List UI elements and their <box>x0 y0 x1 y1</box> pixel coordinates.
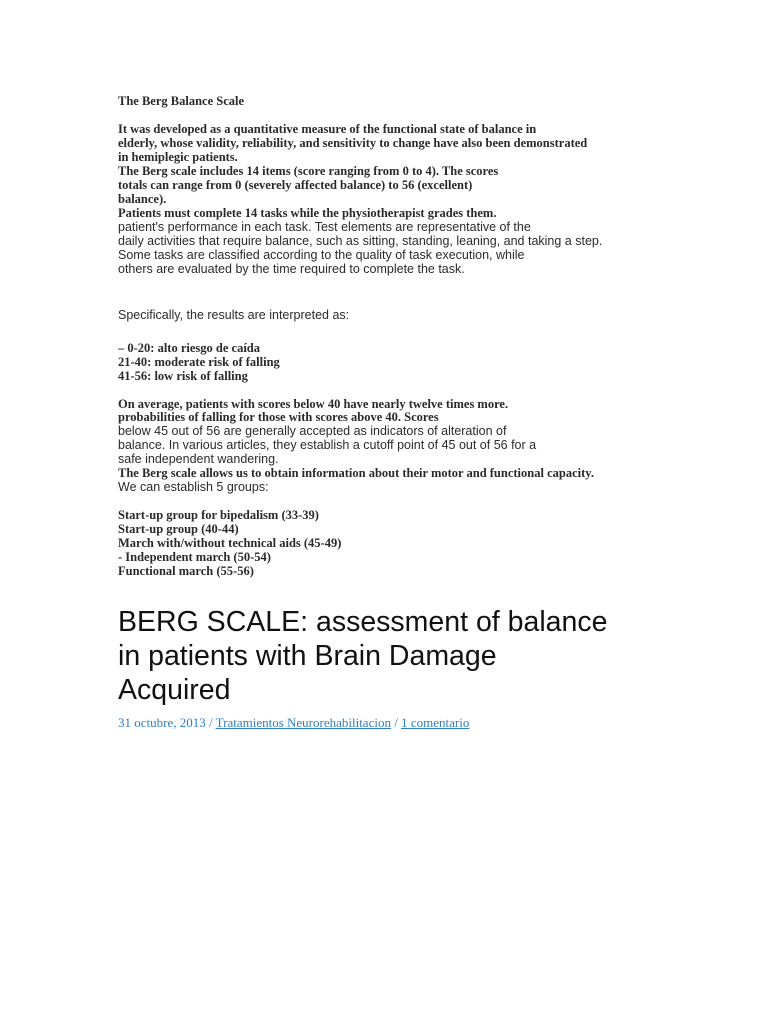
document-title: The Berg Balance Scale <box>118 94 245 108</box>
article-heading-line-3: Acquired <box>118 674 231 706</box>
motor-line: The Berg scale allows us to obtain information about their motor and functional capacity. <box>118 466 594 480</box>
post-date: 31 octubre, 2013 <box>118 715 206 730</box>
category-link[interactable]: Tratamientos Neurorehabilitacion <box>215 715 391 730</box>
group-item-4: - Independent march (50-54) <box>118 550 271 564</box>
intro-line-4: The Berg scale includes 14 items (score ranging from 0 to 4). The scores <box>118 164 499 178</box>
intro-sans-line-4: others are evaluated by the time required to complete the task. <box>118 262 465 276</box>
groups-intro: We can establish 5 groups: <box>118 480 269 494</box>
average-sans-line-2: balance. In various articles, they establish a cutoff point of 45 out of 56 for a <box>118 438 537 452</box>
risk-item-2: 21-40: moderate risk of falling <box>118 355 280 369</box>
intro-sans-line-3: Some tasks are classified according to the quality of task execution, while <box>118 248 525 262</box>
meta-separator-1: / <box>208 715 213 730</box>
intro-sans-line-2: daily activities that require balance, such as sitting, standing, leaning, and taking a step. <box>118 234 603 248</box>
group-item-2: Start-up group (40-44) <box>118 522 239 536</box>
risk-item-3: 41-56: low risk of falling <box>118 369 248 383</box>
article-heading <box>118 605 678 707</box>
intro-line-3: in hemiplegic patients. <box>118 150 238 164</box>
group-item-3: March with/without technical aids (45-49) <box>118 536 342 550</box>
group-item-5: Functional march (55-56) <box>118 564 254 578</box>
meta-separator-2: / <box>394 715 398 730</box>
intro-sans-line-1: patient's performance in each task. Test elements are representative of the <box>118 220 531 234</box>
intro-line-2: elderly, whose validity, reliability, and sensitivity to change have also been demonstrated <box>118 136 588 150</box>
average-sans-line-1: below 45 out of 56 are generally accepted as indicators of alteration of <box>118 424 507 438</box>
intro-line-5: totals can range from 0 (severely affected balance) to 56 (excellent) <box>118 178 473 192</box>
article-meta <box>118 715 469 731</box>
average-line-1: On average, patients with scores below 40 have nearly twelve times more. <box>118 397 509 411</box>
average-line-2: probabilities of falling for those with scores above 40. Scores <box>118 410 439 424</box>
intro-line-1: It was developed as a quantitative measure of the functional state of balance in <box>118 122 537 136</box>
comments-link[interactable]: 1 comentario <box>401 715 470 730</box>
article-heading-line-1: BERG SCALE: assessment of balance <box>118 606 608 638</box>
specifically-line: Specifically, the results are interpreted as: <box>118 308 350 322</box>
group-item-1: Start-up group for bipedalism (33-39) <box>118 508 319 522</box>
average-sans-line-3: safe independent wandering. <box>118 452 279 466</box>
risk-item-1: – 0-20: alto riesgo de caída <box>118 341 260 355</box>
article-heading-line-2: in patients with Brain Damage <box>118 640 497 672</box>
intro-line-6: balance). <box>118 192 167 206</box>
intro-line-7: Patients must complete 14 tasks while the physiotherapist grades them. <box>118 206 497 220</box>
